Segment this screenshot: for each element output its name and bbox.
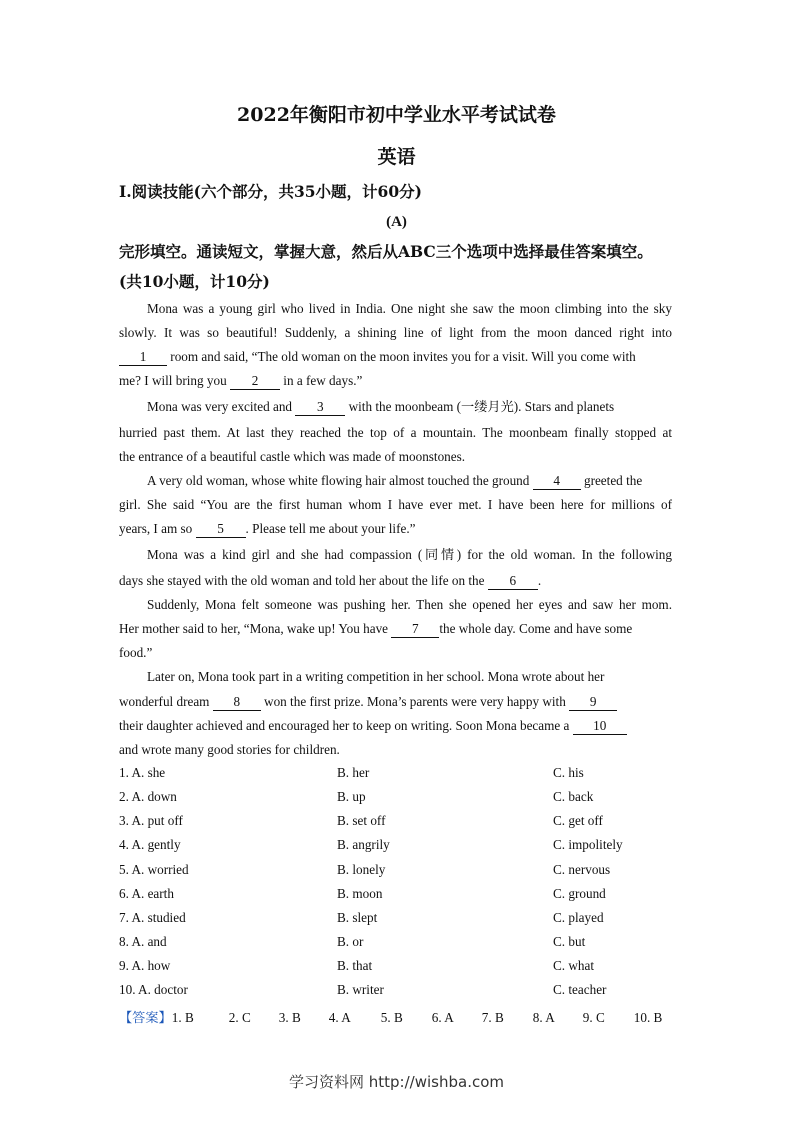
option-a: 8. A. and [119,934,167,949]
blank-3: 3 [295,399,345,416]
passage-line: girl. She said “You are the first human whom I have ever met. I have been here for millions of [119,497,672,512]
answer-item: 9. C [582,1010,605,1025]
option-c: C. back [553,789,594,804]
answer-item: 10. B [633,1010,663,1025]
option-b: B. up [337,789,366,804]
footer-watermark: 学习资料网 http://wishba.com [289,1073,504,1091]
blank-5: 5 [196,521,246,538]
option-c: C. his [553,765,584,780]
option-b: B. that [337,958,373,973]
blank-9: 9 [569,694,617,711]
option-b: B. moon [337,886,383,901]
passage-line: years, I am so 5 . Please tell me about your life.” [119,521,416,536]
blank-8: 8 [213,694,261,711]
answer-item: 3. B [278,1010,301,1025]
option-b: B. writer [337,982,384,997]
blank-1: 1 [119,349,167,366]
option-c: C. impolitely [553,837,623,852]
option-b: B. slept [337,910,378,925]
option-c: C. but [553,934,586,949]
passage-line: days she stayed with the old woman and told her about the life on the 6 . [119,573,542,588]
blank-6: 6 [488,573,538,590]
option-b: B. lonely [337,862,386,877]
answer-key [119,1007,662,1026]
passage-line: wonderful dream 8 won the first prize. Mona’s parents were very happy with 9 [119,693,672,711]
subject-title: 英语 [377,146,416,168]
section-heading: I.阅读技能(六个部分，共35小题，计60分) [119,182,422,201]
blank-2: 2 [230,373,280,390]
blank-4: 4 [533,473,581,490]
option-a: 4. A. gently [119,837,181,852]
passage-line: food.” [119,645,153,660]
instruction-line-1: 完形填空。通读短文，掌握大意，然后从ABC三个选项中选择最佳答案填空。 [119,242,653,261]
passage-line: slowly. It was so beautiful! Suddenly, a shining line of light from the moon danced right into [119,325,672,340]
passage-line: Mona was very excited and 3 with the moonbeam (一缕月光). Stars and planets [147,399,615,414]
instruction-line-2: (共10小题，计10分) [119,272,270,291]
blank-7: 7 [391,621,439,638]
option-b: B. set off [337,813,386,828]
blank-10: 10 [573,718,627,735]
answer-tag: 【答案】 [119,1010,172,1025]
option-c: C. nervous [553,862,611,877]
option-a: 6. A. earth [119,886,174,901]
passage-line: Suddenly, Mona felt someone was pushing her. Then she opened her eyes and saw her mom. [147,597,672,612]
option-a: 7. A. studied [119,910,186,925]
passage-line: hurried past them. At last they reached the top of a mountain. The moonbeam finally stopped at [119,425,672,440]
passage-line: me? I will bring you 2 in a few days.” [119,373,363,388]
option-c: C. get off [553,813,603,828]
exam-title: 2022年衡阳市初中学业水平考试试卷 [237,104,556,126]
answer-item: 1. B [171,1010,194,1025]
passage-line: the entrance of a beautiful castle which was made of moonstones. [119,449,466,464]
option-b: B. angrily [337,837,390,852]
option-c: C. what [553,958,595,973]
passage-line: Her mother said to her, “Mona, wake up! You have 7 the whole day. Come and have some [119,621,633,636]
option-a: 5. A. worried [119,862,189,877]
passage-line: Mona was a young girl who lived in India. One night she saw the moon climbing into the sky [147,301,672,316]
passage-line: Mona was a kind girl and she had compassion (同情) for the old woman. In the following [147,547,672,562]
answer-item: 8. A [532,1010,555,1025]
passage-line: A very old woman, whose white flowing hair almost touched the ground 4 greeted the [147,473,643,488]
answer-item: 6. A [431,1010,454,1025]
option-a: 3. A. put off [119,813,183,828]
option-a: 1. A. she [119,765,166,780]
answer-item: 4. A [328,1010,351,1025]
part-label: (A) [386,214,407,230]
answer-item: 7. B [481,1010,504,1025]
passage-line: their daughter achieved and encouraged her to keep on writing. Soon Mona became a 10 [119,717,672,735]
option-a: 9. A. how [119,958,171,973]
option-c: C. ground [553,886,606,901]
passage-line: 1 room and said, “The old woman on the moon invites you for a visit. Will you come with [119,348,672,366]
option-c: C. teacher [553,982,607,997]
passage-line: and wrote many good stories for children. [119,742,340,757]
answer-item: 2. C [228,1010,251,1025]
option-c: C. played [553,910,604,925]
option-a: 2. A. down [119,789,177,804]
answer-item: 5. B [380,1010,403,1025]
passage-line: Later on, Mona took part in a writing competition in her school. Mona wrote about her [147,669,605,684]
option-b: B. or [337,934,364,949]
option-b: B. her [337,765,370,780]
option-a: 10. A. doctor [119,982,188,997]
